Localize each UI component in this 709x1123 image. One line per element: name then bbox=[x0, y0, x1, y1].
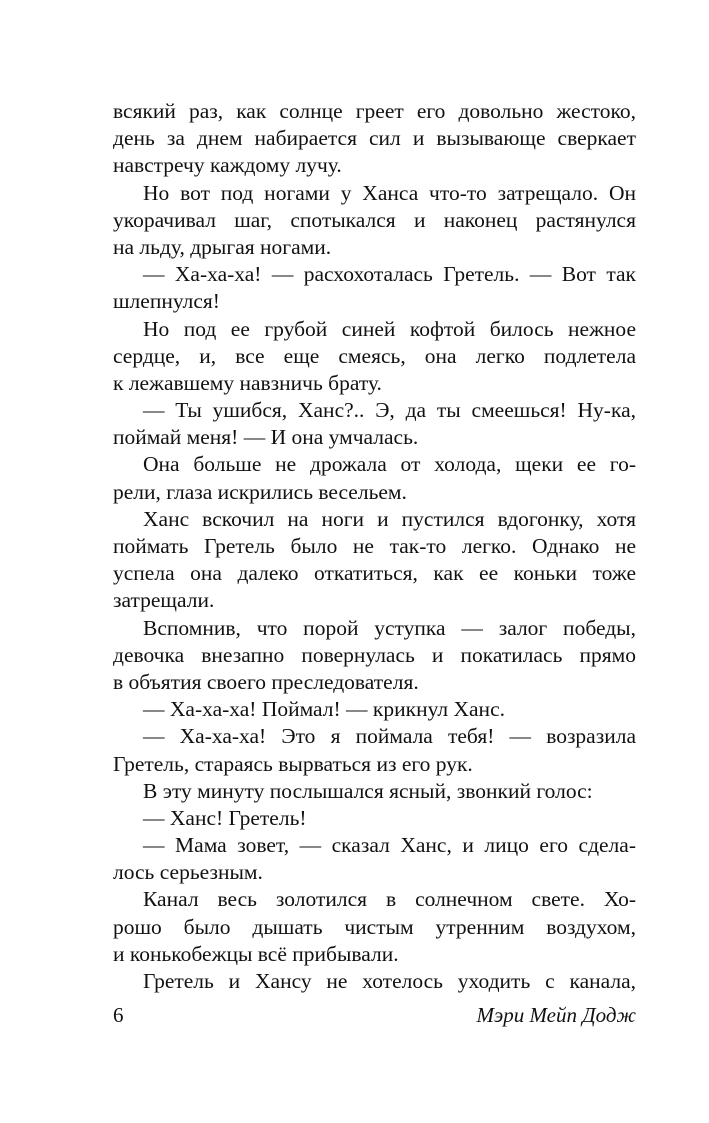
paragraph bbox=[113, 696, 636, 723]
text-line: В эту минуту послышался ясный, звонкий голос: bbox=[143, 778, 593, 803]
text-line: Гретель, стараясь вырваться из его рук. bbox=[113, 751, 473, 776]
text-line: на льду, дрыгая ногами. bbox=[113, 234, 332, 259]
paragraph bbox=[113, 832, 636, 886]
paragraph bbox=[113, 180, 636, 262]
text-line: — Ха-ха-ха! Поймал! — крикнул Ханс. bbox=[143, 697, 505, 722]
text-line: — Мама зовет, — сказал Ханс, и лицо его сдела- bbox=[143, 833, 636, 858]
paragraph bbox=[113, 261, 636, 315]
text-line: сердце, и, все еще смеясь, она легко подлетела bbox=[113, 343, 636, 368]
text-line: рошо было дышать чистым утренним воздухом, bbox=[113, 914, 636, 939]
paragraph bbox=[113, 886, 636, 968]
text-line: шлепнулся! bbox=[113, 289, 220, 314]
paragraph bbox=[113, 316, 636, 398]
text-line: Ханс вскочил на ноги и пустился вдогонку, хотя bbox=[143, 506, 636, 531]
text-line: рели, глаза искрились весельем. bbox=[113, 479, 407, 504]
paragraph bbox=[113, 451, 636, 505]
text-line: лось серьезным. bbox=[113, 860, 263, 885]
text-line: укорачивал шаг, спотыкался и наконец растянулся bbox=[113, 207, 636, 232]
text-line: Гретель и Хансу не хотелось уходить с канала, bbox=[143, 969, 636, 993]
text-line: — Ха-ха-ха! Это я поймала тебя! — возразила bbox=[143, 724, 636, 749]
text-line: к лежавшему навзничь брату. bbox=[113, 370, 382, 395]
paragraph bbox=[113, 723, 636, 777]
text-line: поймай меня! — И она умчалась. bbox=[113, 425, 419, 450]
text-line: всякий раз, как солнце греет его довольно жестоко, bbox=[113, 99, 636, 123]
text-line: девочка внезапно повернулась и покатилась прямо bbox=[113, 642, 636, 667]
text-line: навстречу каждому лучу. bbox=[113, 153, 342, 178]
text-line: затрещали. bbox=[113, 588, 215, 613]
text-line: — Ха-ха-ха! — расхохоталась Гретель. — Вот так bbox=[143, 262, 636, 287]
paragraph bbox=[113, 506, 636, 615]
paragraph bbox=[113, 397, 636, 451]
text-line: и конькобежцы всё прибывали. bbox=[113, 941, 399, 966]
paragraph bbox=[113, 968, 636, 995]
text-line: день за днем набирается сил и вызывающе сверкает bbox=[113, 126, 636, 151]
text-line: Вспомнив, что порой уступка — залог победы, bbox=[143, 615, 636, 640]
paragraph bbox=[113, 98, 636, 180]
page-number: 6 bbox=[113, 1003, 124, 1027]
running-author: Мэри Мейп Додж bbox=[476, 1003, 636, 1027]
text-line: — Ханс! Гретель! bbox=[143, 805, 307, 830]
paragraph bbox=[113, 805, 636, 832]
paragraph bbox=[113, 615, 636, 697]
text-line: — Ты ушибся, Ханс?.. Э, да ты смеешься! Ну-ка, bbox=[143, 398, 636, 423]
body-text bbox=[113, 98, 636, 995]
text-line: Она больше не дрожала от холода, щеки ее го- bbox=[143, 452, 636, 477]
text-line: успела она далеко откатиться, как ее коньки тоже bbox=[113, 561, 636, 586]
text-line: в объятия своего преследователя. bbox=[113, 669, 419, 694]
text-line: поймать Гретель было не так-то легко. Однако не bbox=[113, 534, 636, 558]
text-line: Но под ее грубой синей кофтой билось нежное bbox=[143, 316, 636, 341]
paragraph bbox=[113, 778, 636, 805]
text-line: Канал весь золотился в солнечном свете. Хо- bbox=[143, 887, 636, 912]
text-line: Но вот под ногами у Ханса что-то затрещало. Он bbox=[143, 180, 636, 205]
